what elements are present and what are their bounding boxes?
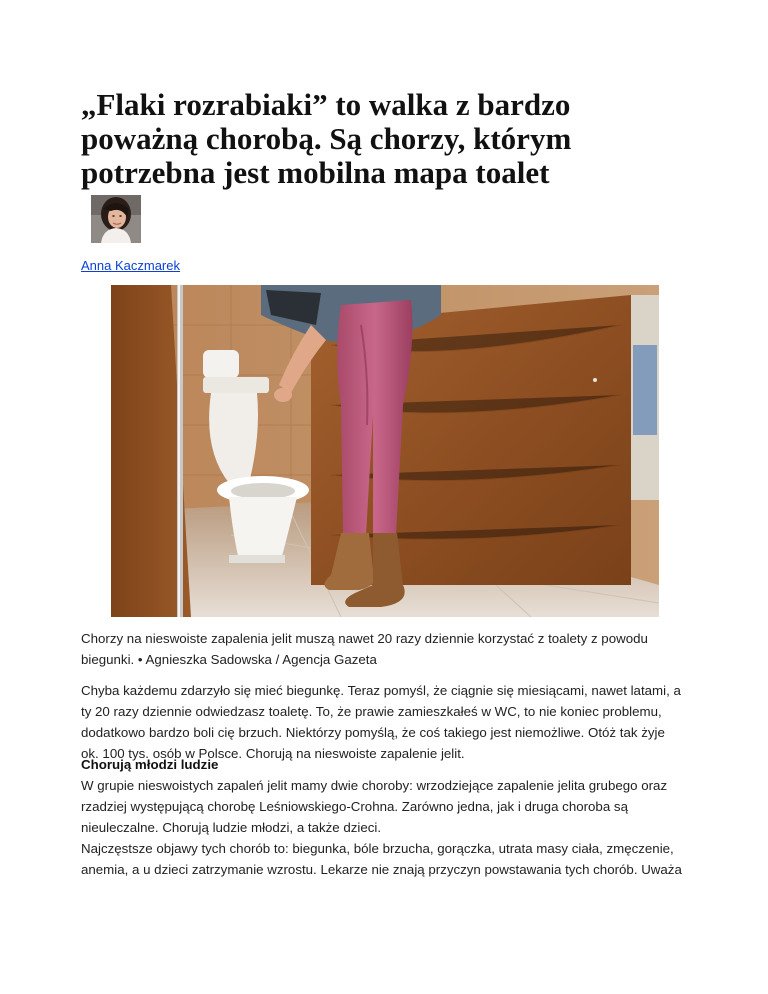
paragraph-line: ok. 100 tys. osób w Polsce. Chorują na nieswoiste zapalenie jelit. (81, 746, 465, 761)
article-title (81, 88, 687, 190)
paragraph-line: rzadziej występującą chorobę Leśniowskiego-Crohna. Zarówno jedna, jak i druga choroba są (81, 799, 628, 814)
title-line: potrzebna jest mobilna mapa toalet (81, 155, 550, 190)
author-avatar[interactable] (91, 195, 141, 243)
paragraph-line: dodatkowo bardzo boli cię brzuch. Niektórzy pomyślą, że coś takiego jest niemożliwe. Otóż tak żyje (81, 725, 665, 740)
title-line: poważną chorobą. Są chorzy, którym (81, 121, 572, 156)
article-photo (111, 285, 659, 617)
author-portrait-image (91, 195, 141, 243)
photo-caption (81, 628, 687, 670)
section-paragraph (81, 775, 687, 880)
toilet-photo-image (111, 285, 659, 617)
caption-line: Chorzy na nieswoiste zapalenia jelit muszą nawet 20 razy dziennie korzystać z toalety z powodu (81, 631, 648, 646)
paragraph-line: nieuleczalne. Chorują ludzie młodzi, a także dzieci. (81, 820, 382, 835)
paragraph-line: Najczęstsze objawy tych chorób to: biegunka, bóle brzucha, gorączka, utrata masy ciała, zmęczenie, (81, 841, 674, 856)
section-heading: Chorują młodzi ludzie (81, 757, 219, 772)
paragraph-line: ty 20 razy dziennie odwiedzasz toaletę. To, że prawie zamieszkałeś w WC, to nie koniec problemu, (81, 704, 662, 719)
paragraph-line: W grupie nieswoistych zapaleń jelit mamy dwie choroby: wrzodziejące zapalenie jelita grubego oraz (81, 778, 668, 793)
paragraph-line: anemia, a u dzieci zatrzymanie wzrostu. Lekarze nie znają przyczyn powstawania tych chorób. Uważa (81, 862, 682, 877)
author-link[interactable]: Anna Kaczmarek (81, 258, 180, 273)
caption-line: biegunki. • Agnieszka Sadowska / Agencja Gazeta (81, 652, 377, 667)
paragraph-line: Chyba każdemu zdarzyło się mieć biegunkę. Teraz pomyśl, że ciągnie się miesiącami, nawet latami, a (81, 683, 681, 698)
title-line: „Flaki rozrabiaki” to walka z bardzo (81, 87, 571, 122)
intro-paragraph (81, 680, 687, 764)
